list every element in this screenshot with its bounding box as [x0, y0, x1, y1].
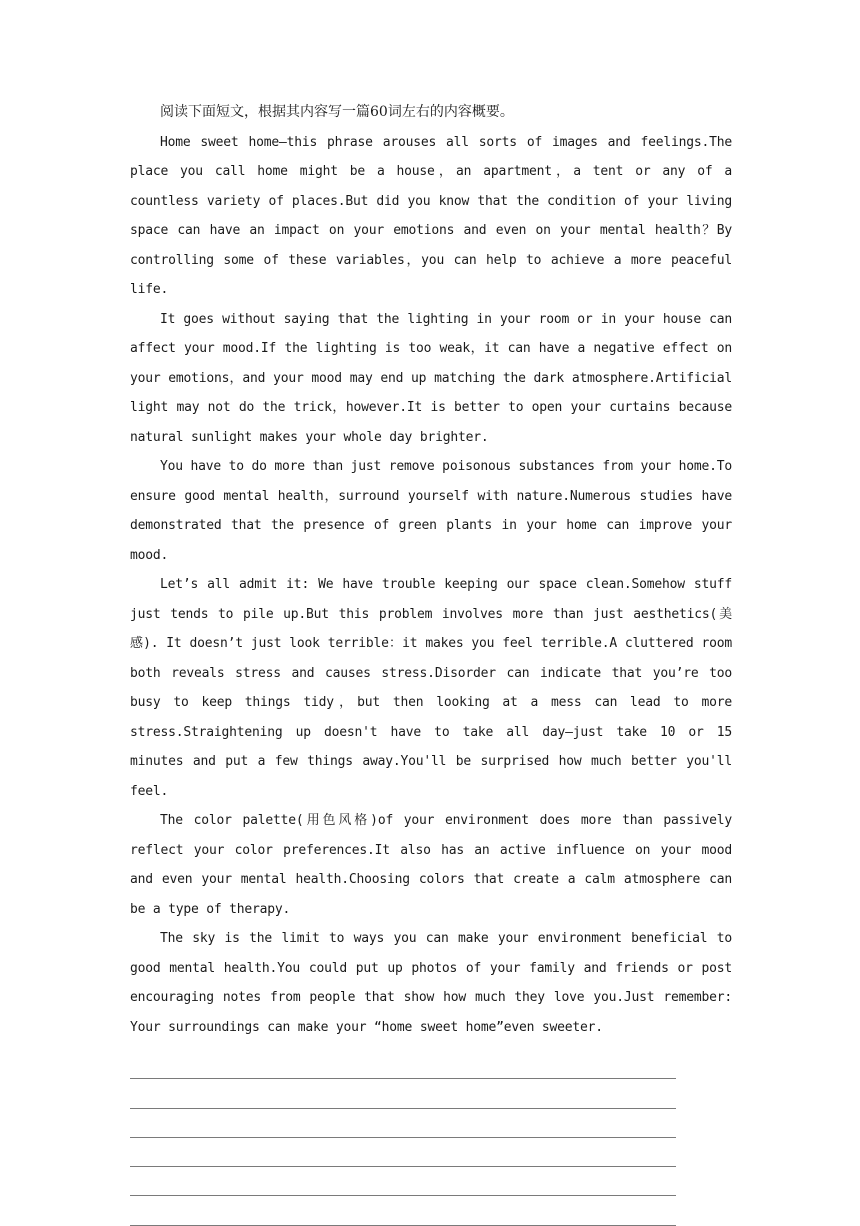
answer-line	[130, 1138, 676, 1167]
paragraph-3: You have to do more than just remove poisonous substances from your home.To ensure good mental health，surround yourself with nature.Numerous studies have demonstrated that the presence of green plants in your home can improve your mood.	[130, 459, 732, 563]
task-instruction: 阅读下面短文，根据其内容写一篇60词左右的内容概要。	[160, 104, 514, 120]
answer-line	[130, 1196, 676, 1225]
answer-line	[130, 1050, 676, 1079]
answer-area	[130, 1050, 676, 1226]
paragraph-1: Home sweet home—this phrase arouses all sorts of images and feelings.The place you call home might be a house，an apartment，a tent or any of a countless variety of places.But did you know that the condition of your living space can have an impact on your emotions and even on your mental health？By controlling some of these variables，you can help to achieve a more peaceful life.	[130, 134, 732, 297]
paragraph-5: The color palette(用色风格)of your environment does more than passively reflect your color preferences.It also has an active influence on your mood and even your mental health.Choosing colors that create a calm atmosphere can be a type of therapy.	[130, 813, 732, 917]
document-page	[130, 98, 732, 1226]
answer-line	[130, 1109, 676, 1138]
paragraph-2: It goes without saying that the lighting in your room or in your house can affect your mood.If the lighting is too weak，it can have a negative effect on your emotions，and your mood may end up matching the dark atmosphere.Artificial light may not do the trick，however.It is better to open your curtains because natural sunlight makes your whole day brighter.	[130, 311, 732, 445]
paragraph-4: Let’s all admit it: We have trouble keeping our space clean.Somehow stuff just tends to pile up.But this problem involves more than just aesthetics(美感). It doesn’t just look terrible：it makes you feel terrible.A cluttered room both reveals stress and causes stress.Disorder can indicate that you’re too busy to keep things tidy，but then looking at a mess can lead to more stress.Straightening up doesn't have to take all day—just take 10 or 15 minutes and put a few things away.You'll be surprised how much better you'll feel.	[130, 577, 732, 799]
answer-line	[130, 1079, 676, 1108]
paragraph-6: The sky is the limit to ways you can make your environment beneficial to good mental health.You could put up photos of your family and friends or post encouraging notes from people that show how much they love you.Just remember: Your surroundings can make your “home sweet home”even sweeter.	[130, 931, 732, 1035]
answer-line	[130, 1167, 676, 1196]
